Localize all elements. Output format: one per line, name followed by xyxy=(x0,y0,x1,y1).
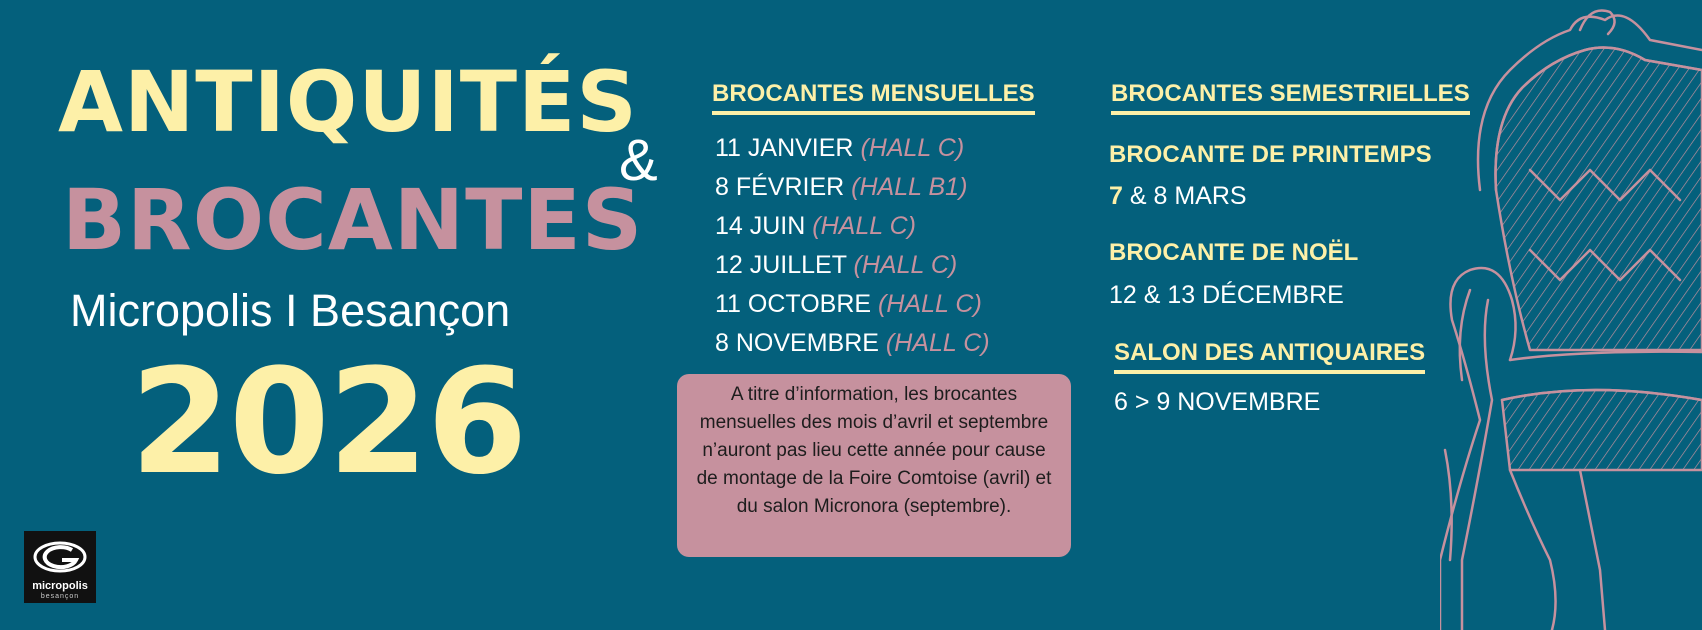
monthly-date: 14 JUIN xyxy=(715,212,806,240)
christmas-date: 12 & 13 DÉCEMBRE xyxy=(1109,281,1344,309)
spring-date xyxy=(1109,184,1247,209)
spring-date-rest: & 8 MARS xyxy=(1122,182,1247,210)
list-item xyxy=(715,329,990,368)
monthly-hall: (HALL C) xyxy=(885,329,990,357)
location-text: Micropolis I Besançon xyxy=(70,285,511,336)
title-brocantes: BROCANTES xyxy=(62,171,644,269)
year-text: 2026 xyxy=(130,338,526,507)
list-item xyxy=(715,251,990,290)
monthly-date: 12 JUILLET xyxy=(715,251,847,279)
info-notice: A titre d’information, les brocantes mensuelles des mois d’avril et septembre n’auront pas lieu cette année pour cause de montage de la Foire Comtoise (avril) et du salon Micronora (septembre). xyxy=(677,374,1071,557)
list-item xyxy=(715,290,990,329)
monthly-hall: (HALL B1) xyxy=(851,173,968,201)
list-item xyxy=(715,212,990,251)
list-item xyxy=(715,134,990,173)
monthly-date: 8 NOVEMBRE xyxy=(715,329,879,357)
christmas-title: BROCANTE DE NOËL xyxy=(1109,239,1359,266)
spring-title: BROCANTE DE PRINTEMPS xyxy=(1109,141,1432,168)
monthly-date: 11 OCTOBRE xyxy=(715,290,872,318)
list-item xyxy=(715,173,990,212)
salon-date: 6 > 9 NOVEMBRE xyxy=(1114,388,1321,416)
title-ampersand: & xyxy=(619,128,658,193)
armchair-illustration-icon xyxy=(1440,0,1702,630)
logo-mark-icon xyxy=(32,537,88,577)
monthly-hall: (HALL C) xyxy=(860,134,965,162)
monthly-date: 8 FÉVRIER xyxy=(715,173,845,201)
logo-name: micropolis xyxy=(32,580,88,592)
micropolis-logo xyxy=(24,531,96,603)
monthly-heading: BROCANTES MENSUELLES xyxy=(712,82,1035,115)
monthly-hall: (HALL C) xyxy=(878,290,982,318)
monthly-hall: (HALL C) xyxy=(853,251,958,279)
salon-title: SALON DES ANTIQUAIRES xyxy=(1114,341,1425,374)
semester-heading: BROCANTES SEMESTRIELLES xyxy=(1111,82,1470,115)
monthly-hall: (HALL C) xyxy=(812,212,917,240)
spring-date-day: 7 xyxy=(1109,182,1123,210)
monthly-date: 11 JANVIER xyxy=(715,134,854,162)
title-antiquites: ANTIQUITÉS xyxy=(58,53,638,151)
logo-subtitle: besançon xyxy=(40,593,80,600)
monthly-list xyxy=(715,134,990,368)
